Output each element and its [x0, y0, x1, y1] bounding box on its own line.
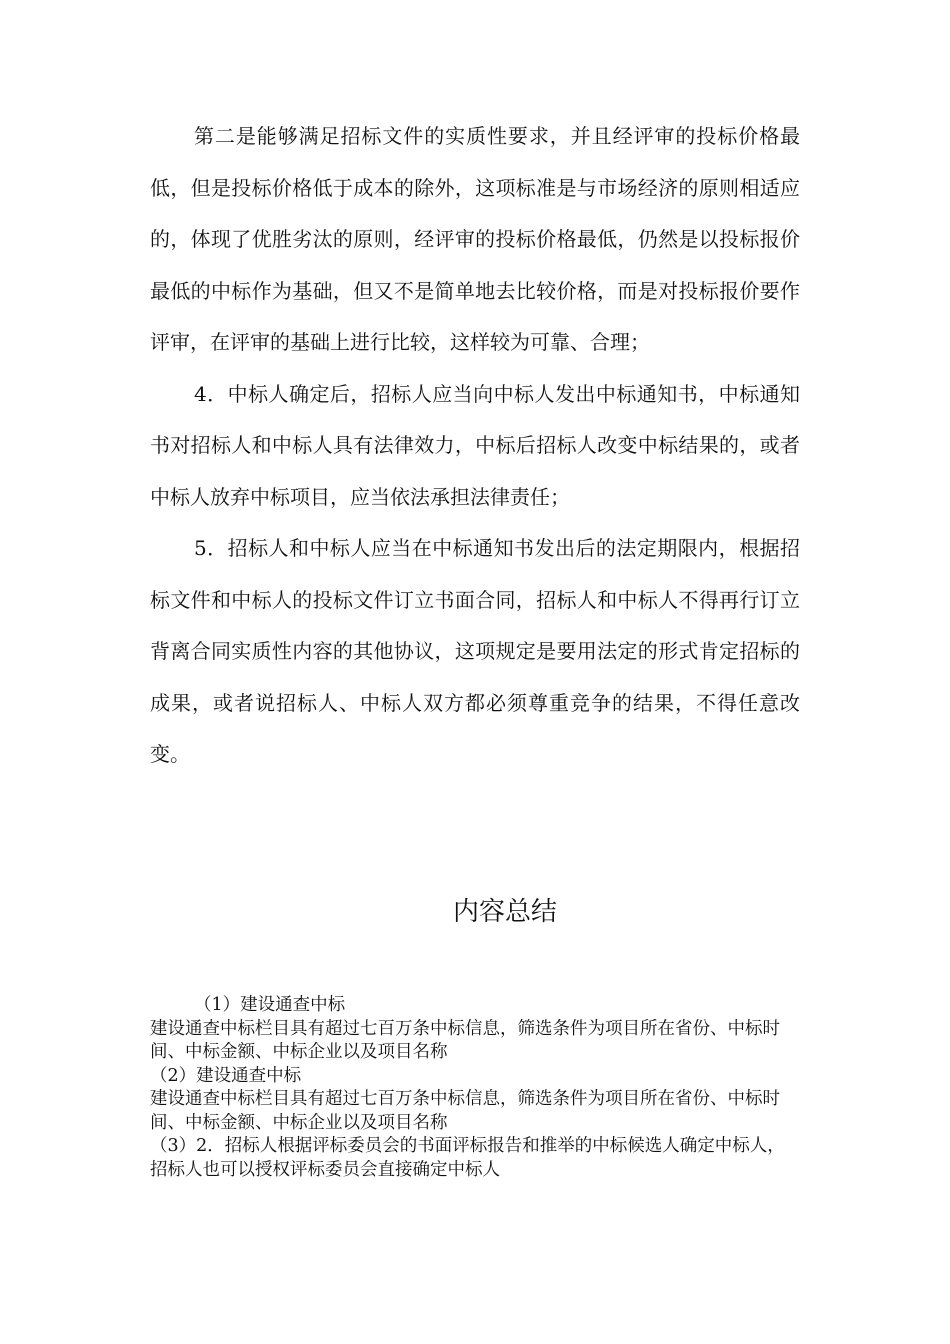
main-body — [150, 111, 800, 781]
summary-line: （1）建设通查中标 — [194, 995, 346, 1015]
paragraph-award-notice: 4．中标人确定后，招标人应当向中标人发出中标通知书，中标通知书对招标人和中标人具有法律效力，中标后招标人改变中标结果的，或者中标人放弃中标项目，应当依法承担法律责任； — [150, 381, 800, 509]
paragraph-evaluation-criteria: 第二是能够满足招标文件的实质性要求，并且经评审的投标价格最低，但是投标价格低于成本的除外，这项标准是与市场经济的原则相适应的，体现了优胜劣汰的原则，经评审的投标价格最低，仍然是以投标报价最低的中标作为基础，但又不是简单地去比较价格，而是对投标报价要作评审，在评审的基础上进行比较，这样较为可靠、合理； — [150, 124, 800, 354]
summary-line: （2）建设通查中标 — [150, 1065, 302, 1086]
summary-line: 建设通查中标栏目具有超过七百万条中标信息，筛选条件为项目所在省份、中标时间、中标金额、中标企业以及项目名称 — [150, 1089, 780, 1133]
paragraph-contract-signing: 5．招标人和中标人应当在中标通知书发出后的法定期限内，根据招标文件和中标人的投标文件订立书面合同，招标人和中标人不得再行订立背离合同实质性内容的其他协议，这项规定是要用法定的形式肯定招标的成果，或者说招标人、中标人双方都必须尊重竞争的结果，不得任意改变。 — [150, 536, 800, 766]
summary-section — [150, 994, 800, 1182]
summary-line: （3）2．招标人根据评标委员会的书面评标报告和推举的中标候选人确定中标人，招标人也可以授权评标委员会直接确定中标人 — [150, 1136, 785, 1180]
summary-title: 内容总结 — [452, 897, 557, 927]
summary-line: 建设通查中标栏目具有超过七百万条中标信息，筛选条件为项目所在省份、中标时间、中标金额、中标企业以及项目名称 — [150, 1018, 780, 1062]
